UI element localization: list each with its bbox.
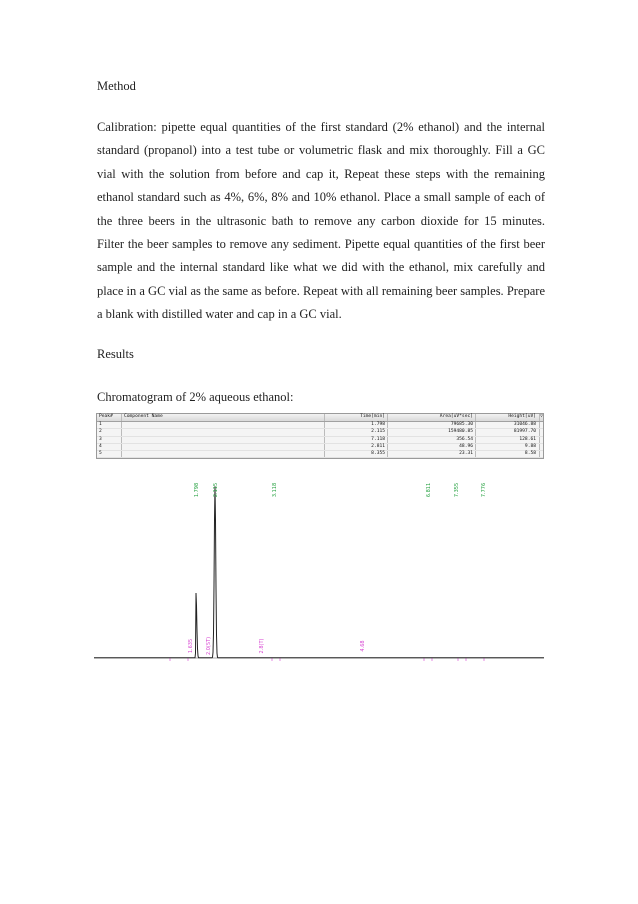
cell-time: 8.355 [325, 451, 388, 457]
filter-icon[interactable]: ▽ [540, 414, 543, 419]
cell-time: 2.811 [325, 444, 388, 450]
cell-component [122, 444, 325, 450]
event-marker-label: 4.68 [360, 640, 366, 652]
column-header-peak[interactable]: Peak# [97, 414, 122, 421]
cell-height: 128.61 [476, 437, 540, 443]
table-row[interactable] [97, 422, 543, 429]
results-heading: Results [97, 347, 134, 361]
event-marker-label: 1.635 [188, 638, 194, 654]
cell-flag [540, 437, 543, 443]
peak-time-label: 3.118 [272, 482, 278, 498]
column-header-height[interactable]: Height[uV] [476, 414, 540, 421]
cell-height: 9.88 [476, 444, 540, 450]
paragraph-line: place in a GC vial as the same as before. Repeat with all remaining beer samples. Prepare [97, 283, 545, 298]
peak-table [96, 413, 544, 459]
column-header-time[interactable]: Time[min] [325, 414, 388, 421]
cell-peak: 3 [97, 437, 122, 443]
cell-time: 7.118 [325, 437, 388, 443]
paragraph-line: Calibration: pipette equal quantities of the first standard (2% ethanol) and the internal [97, 120, 545, 134]
paragraph-line: standard (propanol) into a test tube or volumetric flask and mix thoroughly. Fill a GC [97, 143, 545, 158]
cell-flag [540, 444, 543, 450]
calibration-paragraph [97, 116, 545, 327]
event-marker-label: 2.8(T) [259, 638, 266, 654]
column-header-component[interactable]: Component Name [122, 414, 325, 421]
paragraph-line: sample and the internal standard like what we did with the ethanol, mix carefully and [97, 260, 545, 275]
cell-area: 48.96 [388, 444, 476, 450]
cell-component [122, 451, 325, 457]
cell-height: 31046.88 [476, 422, 540, 428]
paragraph-line: a blank with distilled water and cap in a GC vial. [97, 307, 342, 322]
chromatogram-caption: Chromatogram of 2% aqueous ethanol: [97, 390, 294, 404]
paragraph-line: Filter the beer samples to remove any sediment. Pipette equal quantities of the first beer [97, 237, 545, 252]
column-header-area[interactable]: Area[uV*sec] [388, 414, 476, 421]
cell-peak: 5 [97, 451, 122, 457]
peak-time-label: 7.776 [481, 482, 487, 498]
method-heading: Method [97, 79, 136, 93]
cell-time: 1.798 [325, 422, 388, 428]
cell-peak: 2 [97, 429, 122, 435]
paragraph-line: ethanol standard such as 4%, 6%, 8% and 10% ethanol. Place a small sample of each of [97, 190, 545, 205]
peak-time-label: 6.811 [426, 482, 432, 498]
peak-time-label: 2.115 [213, 482, 219, 498]
peak-time-label: 7.355 [454, 482, 460, 498]
table-row[interactable] [97, 429, 543, 436]
cell-peak: 4 [97, 444, 122, 450]
chromatogram-plot [94, 468, 544, 664]
cell-flag [540, 451, 543, 457]
cell-area: 159480.85 [388, 429, 476, 435]
table-row[interactable] [97, 444, 543, 451]
paragraph-line: vial with the solution from before and cap it, Repeat these steps with the remaining [97, 166, 545, 181]
peak-time-label: 1.798 [194, 482, 200, 498]
cell-component [122, 437, 325, 443]
cell-component [122, 429, 325, 435]
cell-peak: 1 [97, 422, 122, 428]
cell-time: 2.115 [325, 429, 388, 435]
event-marker-label: 2.0(ST) [206, 636, 213, 656]
table-row[interactable] [97, 437, 543, 444]
peak-table-header [97, 414, 543, 422]
cell-height: 81997.70 [476, 429, 540, 435]
cell-flag [540, 422, 543, 428]
table-row[interactable] [97, 451, 543, 458]
chromatogram-trace [94, 486, 544, 658]
cell-height: 8.58 [476, 451, 540, 457]
paragraph-line: the three beers in the ultrasonic bath to remove any carbon dioxide for 15 minutes. [97, 213, 545, 228]
cell-flag [540, 429, 543, 435]
cell-area: 356.54 [388, 437, 476, 443]
cell-area: 79685.30 [388, 422, 476, 428]
cell-area: 23.31 [388, 451, 476, 457]
cell-component [122, 422, 325, 428]
